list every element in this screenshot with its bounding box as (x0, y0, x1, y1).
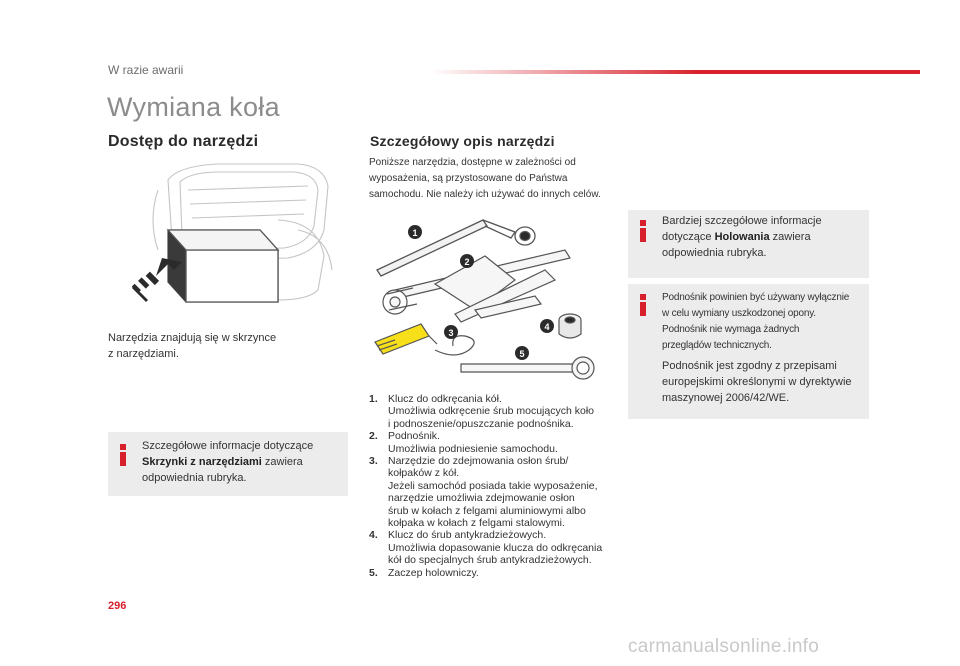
seat-toolbox-illustration (128, 160, 338, 305)
callout-5 (515, 346, 529, 360)
watermark: carmanualsonline.info (628, 636, 820, 657)
callout-2 (460, 254, 474, 268)
callout-3 (444, 325, 458, 339)
list-item: 1. Klucz do odkręcania kół. Umożliwia odkręcenie śrub mocujących koło i podnoszenie/opuszczanie podnośnika. (369, 393, 595, 430)
callout-1-label: 1 (412, 228, 418, 238)
towing-info-box (628, 210, 869, 278)
callout-1 (408, 225, 422, 239)
page-number: 296 (108, 600, 127, 612)
toolbox-info-box (108, 432, 348, 496)
tools-detail-heading: Szczegółowy opis narzędzi (370, 133, 555, 149)
callout-4 (540, 319, 554, 333)
tools-caption: Narzędzia znajdują się w skrzynce z narzędziami. (108, 332, 277, 360)
list-item: 4. Klucz do śrub antykradzieżowych. Umożliwia dopasowanie klucza do odkręcania kół do specjalnych śrub antykradzieżowych. (369, 529, 603, 567)
header-rule (430, 70, 920, 74)
towing-eye (461, 357, 594, 379)
list-item: 3. Narzędzie do zdejmowania osłon śrub/ kołpaków z kół. Jeżeli samochód posiada takie wyposażenie, narzędzie umożliwia zdejmowanie osłon śrub w kołach z felgami aluminiowymi albo kołpaka w kołach z felgami stalowymi. (369, 455, 598, 530)
page-title: Wymiana koła (107, 92, 280, 122)
toolbox-info-text: Szczegółowe informacje dotyczące Skrzynki z narzędziami zawiera odpowiednia rubryka. (142, 440, 314, 484)
section-label: W razie awarii (108, 63, 184, 77)
tools-illustration (365, 210, 605, 390)
cover-removal-tool (375, 324, 437, 354)
list-item: 2. Podnośnik. Umożliwia podniesienie samochodu. (369, 430, 558, 455)
tools-intro: Poniższe narzędzia, dostępne w zależności od wyposażenia, są przystosowane do Państwa samochodu. Nie należy ich używać do innych celów. (369, 157, 601, 200)
towing-info-text: Bardziej szczegółowe informacje dotyczące Holowania zawiera odpowiednia rubryka. (662, 215, 822, 259)
antitheft-socket (559, 314, 581, 338)
callout-4-label: 4 (544, 322, 550, 332)
callout-3-label: 3 (448, 328, 454, 338)
jack-info-small-text: Podnośnik powinien być używany wyłącznie w celu wymiany uszkodzonej opony. Podnośnik nie wymaga żadnych przeglądów technicznych. (662, 292, 850, 351)
tools-list (369, 393, 624, 579)
jack-conformity-text: Podnośnik jest zgodny z przepisami europejskimi określonymi w dyrektywie maszynowej 2006/42/WE. (662, 360, 852, 404)
left-heading: Dostęp do narzędzi (108, 133, 259, 150)
list-item: 5. Zaczep holowniczy. (369, 566, 479, 579)
callout-2-label: 2 (464, 257, 470, 267)
jack-info-box (628, 284, 869, 419)
callout-5-label: 5 (519, 349, 525, 359)
